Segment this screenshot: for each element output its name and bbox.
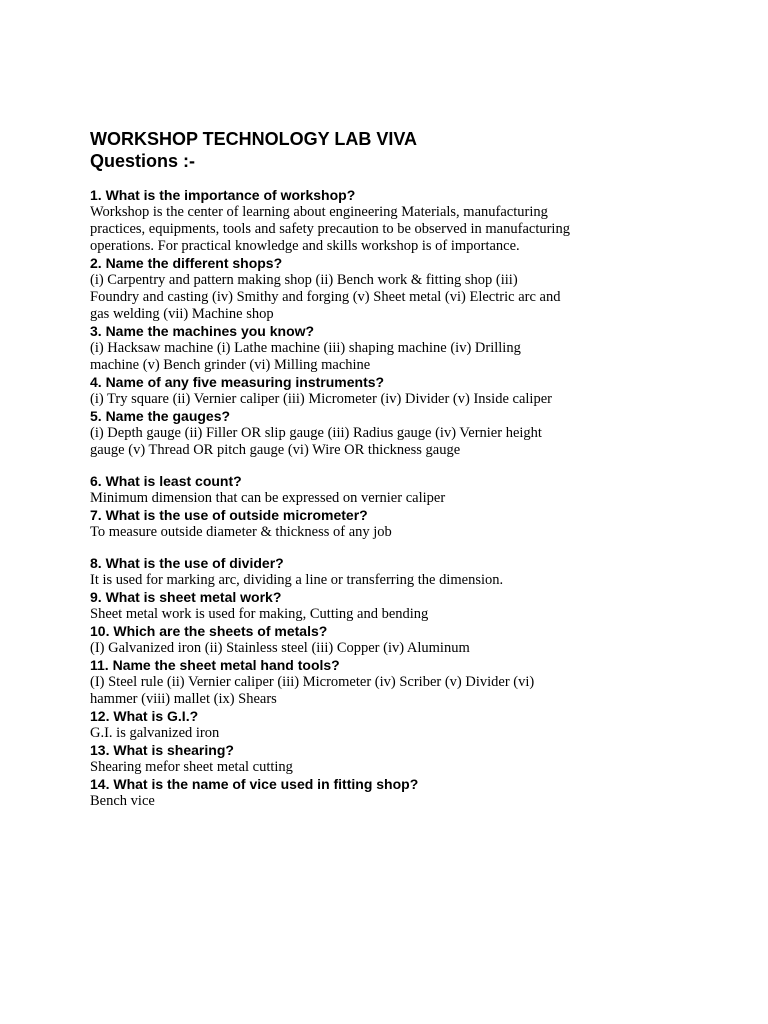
answer: Sheet metal work is used for making, Cutting and bending: [90, 606, 429, 622]
document-subtitle: Questions :-: [90, 151, 196, 171]
answer: (i) Carpentry and pattern making shop (ii) Bench work & fitting shop (iii) Foundry and casting (iv) Smithy and forging (v) Sheet metal (vi) Electric arc and gas welding (vii) Machine shop: [90, 272, 561, 322]
answer: (i) Hacksaw machine (i) Lathe machine (iii) shaping machine (iv) Drilling machine (v) Bench grinder (vi) Milling machine: [90, 340, 521, 373]
qa-item: [90, 507, 570, 541]
question: 13. What is shearing?: [90, 742, 234, 758]
qa-item: [90, 555, 570, 589]
question: 2. Name the different shops?: [90, 255, 283, 271]
answer: (i) Try square (ii) Vernier caliper (iii) Micrometer (iv) Divider (v) Inside caliper: [90, 391, 552, 407]
answer: (i) Depth gauge (ii) Filler OR slip gauge (iii) Radius gauge (iv) Vernier height gauge (v) Thread OR pitch gauge (vi) Wire OR thickness gauge: [90, 425, 542, 458]
qa-item: [90, 255, 570, 323]
question: 3. Name the machines you know?: [90, 323, 315, 339]
answer: G.I. is galvanized iron: [90, 725, 220, 741]
document-title: WORKSHOP TECHNOLOGY LAB VIVA: [90, 129, 418, 149]
question: 6. What is least count?: [90, 473, 242, 489]
qa-item: [90, 657, 570, 708]
answer: Bench vice: [90, 793, 155, 809]
answer: Shearing mefor sheet metal cutting: [90, 759, 293, 775]
answer: It is used for marking arc, dividing a line or transferring the dimension.: [90, 572, 504, 588]
qa-item: [90, 473, 570, 507]
spacer: [90, 541, 570, 555]
question: 14. What is the name of vice used in fitting shop?: [90, 776, 419, 792]
qa-item: [90, 742, 570, 776]
answer: (I) Steel rule (ii) Vernier caliper (iii) Micrometer (iv) Scriber (v) Divider (vi) hammer (viii) mallet (ix) Shears: [90, 674, 535, 707]
question: 4. Name of any five measuring instruments?: [90, 374, 385, 390]
question: 5. Name the gauges?: [90, 408, 231, 424]
question: 1. What is the importance of workshop?: [90, 187, 356, 203]
question: 7. What is the use of outside micrometer?: [90, 507, 368, 523]
qa-item: [90, 623, 570, 657]
qa-item: [90, 408, 570, 459]
answer: Workshop is the center of learning about engineering Materials, manufacturing practices, equipments, tools and safety precaution to be observed in manufacturing operations. For practical knowledge and skills workshop is of importance.: [90, 204, 570, 254]
qa-item: [90, 187, 570, 255]
spacer: [90, 459, 570, 473]
question: 12. What is G.I.?: [90, 708, 199, 724]
answer: (I) Galvanized iron (ii) Stainless steel (iii) Copper (iv) Aluminum: [90, 640, 470, 656]
qa-item: [90, 708, 570, 742]
qa-item: [90, 589, 570, 623]
qa-item: [90, 374, 570, 408]
question: 9. What is sheet metal work?: [90, 589, 282, 605]
answer: To measure outside diameter & thickness of any job: [90, 524, 392, 540]
question: 10. Which are the sheets of metals?: [90, 623, 328, 639]
question: 11. Name the sheet metal hand tools?: [90, 657, 340, 673]
qa-item: [90, 323, 570, 374]
qa-item: [90, 776, 570, 810]
question: 8. What is the use of divider?: [90, 555, 284, 571]
answer: Minimum dimension that can be expressed on vernier caliper: [90, 490, 446, 506]
spacer: [90, 172, 570, 187]
document-page: [90, 128, 570, 810]
